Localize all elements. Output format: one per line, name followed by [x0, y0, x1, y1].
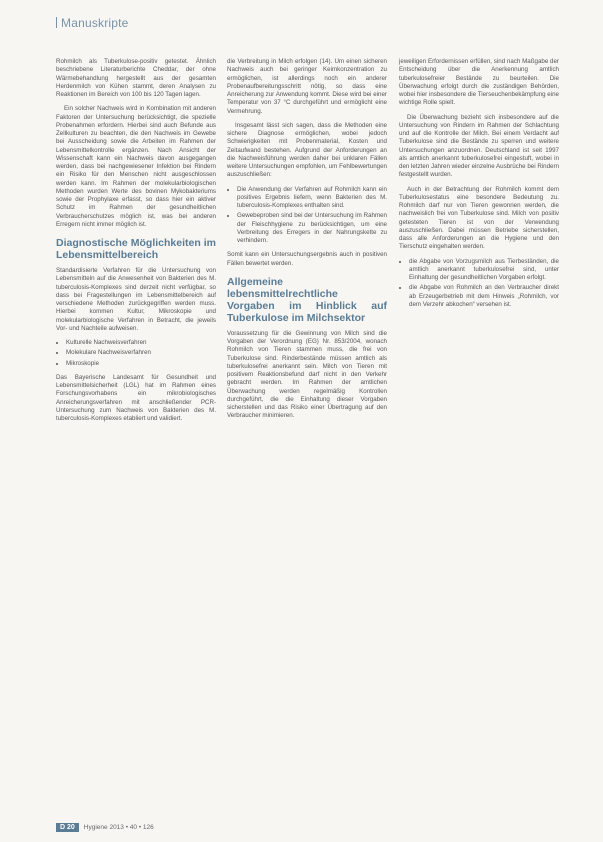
section-title: Manuskripte: [61, 16, 129, 30]
list-item: • die Abgabe von Rohmilch an den Verbraucher direkt ab Erzeugerbetrieb mit dem Hinweis „Rohmilch, vor dem Verzehr abkochen“ versehen ist.: [409, 284, 559, 309]
bullet-list: [399, 258, 559, 310]
list-item: • Die Anwendung der Verfahren auf Rohmilch kann ein positives Ergebnis liefern, wenn Bakterien des M. tuberculosis-Komplexes enthalten sind.: [237, 186, 387, 211]
column-2: [227, 58, 387, 427]
paragraph: Somit kann ein Untersuchungsergebnis auch in positiven Fällen bewertet werden.: [227, 251, 387, 267]
column-3: [399, 58, 559, 315]
list-item: • Molekulare Nachweisverfahren: [66, 349, 216, 357]
bullet-list: [227, 186, 387, 246]
paragraph: Rohmilch als Tuberkulose-positiv getestet. Ähnlich beschriebene Literaturberichte Cheddar, der ohne Wärmebehandlung hergestellt aus der gesamten Herdenmilch von Kühen stammt, deren Analysen zu Reaktionen im Bereich von 100 bis 120 Tagen lagen.: [56, 58, 216, 98]
journal-info: Hygiene 2013 • 40 • 126: [83, 824, 154, 831]
paragraph: Standardisierte Verfahren für die Untersuchung von Lebensmitteln auf die Anwesenheit von Bakterien des M. tuberculosis-Komplexes sind derzeit nicht verfügbar, so dass bei Fragestellungen im Lebensmittelbereich auf verschiedene Methoden zurückgegriffen werden muss. Hierbei kommen Kultur, Mikroskopie und molekularbiologische Verfahren in Betracht, die jeweils Vor- und Nachteile aufweisen.: [56, 267, 216, 332]
section-heading: Diagnostische Möglichkeiten im Lebensmittelbereich: [56, 237, 216, 261]
paragraph: die Verbreitung in Milch erfolgen (14). Um einen sicheren Nachweis auch bei geringer Keimkonzentration zu ermöglichen, ist allerdings noch ein anderer Probenaufbereitungsschritt nötig, so dass eine Anreicherung zur Anwendung kommt. Diese wird bei einer Temperatur von 37 °C durchgeführt und ermöglicht eine Vermehrung.: [227, 58, 387, 115]
bullet-list: [56, 339, 216, 368]
list-item: • Gewebeproben sind bei der Untersuchung im Rahmen der Fleischhygiene zu berücksichtigen, um eine Verbreitung des Erregers in der Nahrungskette zu verhindern.: [237, 212, 387, 245]
paragraph: Insgesamt lässt sich sagen, dass die Methoden eine sichere Diagnose ermöglichen, wobei jedoch Schwierigkeiten mit Probenmaterial, Kosten und Zeitaufwand bestehen. Aufgrund der Anforderungen an die Nachweisführung werden daher bei unklaren Fällen weitere Untersuchungen empfohlen, um Fehlbewertungen auszuschließen:: [227, 121, 387, 179]
paragraph: Auch in der Betrachtung der Rohmilch kommt dem Tuberkulosestatus eine besondere Bedeutung zu. Rohmilch darf nur von Tieren gewonnen werden, die nachweislich frei von Tuberkulose sind. Milch von positiv getesteten Tieren ist von der Verwendung auszuschließen. Dabei müssen Betriebe sicherstellen, dass alle Anforderungen an die Hygiene und den Tierschutz eingehalten werden.: [399, 185, 559, 251]
section-heading: Allgemeine lebensmittelrechtliche Vorgaben im Hinblick auf Tuberkulose im Milchsektor: [227, 275, 387, 324]
paragraph: Die Überwachung bezieht sich insbesondere auf die Untersuchung von Rindern im Rahmen der Schlachtung und auf die Kontrolle der Milch. Bei einem Verdacht auf Tuberkulose sind die Bestände zu sperren und weitere Untersuchungen anzuordnen. Deutschland ist seit 1997 als amtlich anerkannt tuberkulosefrei eingestuft, wobei in den letzten Jahren wieder einzelne Ausbrüche bei Rindern festgestellt wurden.: [399, 113, 559, 179]
page-footer: [56, 823, 154, 832]
paragraph: Voraussetzung für die Gewinnung von Milch sind die Vorgaben der Verordnung (EG) Nr. 853/2004, wonach Rohmilch von Tieren stammen muss, die frei von Tuberkulose sind. Rinderbestände müssen amtlich als tuberkulosefrei anerkannt sein. Milch von Tieren mit positivem Reaktionsbefund darf nicht in den Verkehr gebracht werden. Im Rahmen der amtlichen Überwachung werden regelmäßig Kontrollen durchgeführt, die die Einhaltung dieser Vorgaben sicherstellen und das Risiko einer Übertragung auf den Verbraucher minimieren.: [227, 329, 387, 420]
section-header: [56, 16, 129, 30]
paragraph: Das Bayerische Landesamt für Gesundheit und Lebensmittelsicherheit (LGL) hat im Rahmen eines Forschungsvorhabens ein mikrobiologisches Anreicherungsverfahren mit anschließender PCR-Untersuchung zum Nachweis von Bakterien des M. tuberculosis-Komplexes etabliert und validiert.: [56, 373, 216, 422]
list-item: • Mikroskopie: [66, 360, 216, 368]
paragraph: Ein solcher Nachweis wird in Kombination mit anderen Faktoren der Untersuchung berücksichtigt, die spezielle Probenahmen erfordern. Hierbei sind auch Befunde aus Zellkulturen zu beachten, die den Nachweis im Gewebe bei Ausscheidung sowie die Arbeiten im Rahmen der Lebensmittelkontrolle ergänzen. Nach Ansicht der Wissenschaft kann ein Nachweis davon ausgegangen werden, dass bei nachgewiesener Infektion bei Rindern ein Risiko für den Menschen nicht ausgeschlossen werden kann. Im Rahmen der molekularbiologischen Methoden wurden Werte des bovinen Mykobakteriums sowie der Prophylaxe erfasst, so dass hier ein aktiver Schutz im Rahmen der gesundheitlichen Verbraucherschutzes möglich ist, was bei anderen Erregern nicht immer möglich ist.: [56, 105, 216, 228]
page-number: D 20: [56, 823, 79, 832]
column-1: [56, 58, 216, 429]
header-divider: [56, 17, 57, 28]
list-item: • die Abgabe von Vorzugsmilch aus Tierbeständen, die amtlich anerkannt tuberkulosefrei sind, unter Einhaltung der gesundheitlichen Vorgaben erfolgt.: [409, 258, 559, 283]
paragraph: jeweiligen Erfordernissen erfüllen, sind nach Maßgabe der Entscheidung über die Anerkennung amtlich tuberkulosefreier Bestände zu beurteilen. Die Überwachung erfolgt durch die zuständigen Behörden, wobei hier insbesondere die Tierseuchenbekämpfung eine wichtige Rolle spielt.: [399, 58, 559, 107]
list-item: • Kulturelle Nachweisverfahren: [66, 339, 216, 347]
